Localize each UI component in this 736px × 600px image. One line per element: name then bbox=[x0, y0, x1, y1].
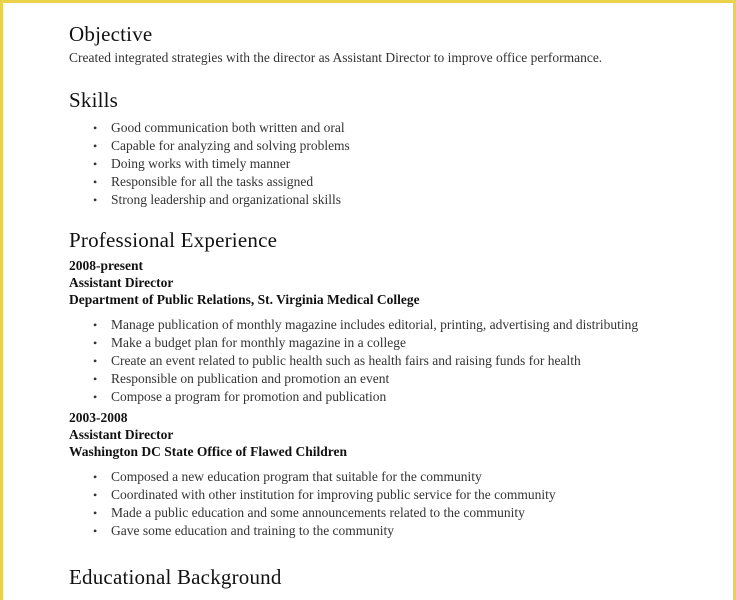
skill-item: • Capable for analyzing and solving problems bbox=[93, 138, 350, 153]
bullet-icon: • bbox=[93, 470, 98, 484]
bullet-icon: • bbox=[93, 121, 98, 135]
skills-list bbox=[69, 119, 709, 209]
experience-heading: Professional Experience bbox=[69, 228, 278, 252]
bullet-icon: • bbox=[93, 318, 98, 332]
bullet-icon: • bbox=[93, 193, 98, 207]
skills-heading: Skills bbox=[69, 88, 119, 112]
bullet-icon: • bbox=[93, 390, 98, 404]
skill-item: • Strong leadership and organizational skills bbox=[93, 192, 341, 207]
bullet-icon: • bbox=[93, 506, 98, 520]
job-entry bbox=[69, 257, 709, 406]
bullet-icon: • bbox=[93, 524, 98, 538]
job-entry bbox=[69, 409, 709, 540]
bullet-icon: • bbox=[93, 488, 98, 502]
bullet-icon: • bbox=[93, 139, 98, 153]
duty-item: • Gave some education and training to the community bbox=[93, 523, 395, 538]
duty-item: • Responsible on publication and promotion an event bbox=[93, 371, 390, 386]
bullet-icon: • bbox=[93, 354, 98, 368]
objective-text: Created integrated strategies with the director as Assistant Director to improve office performance. bbox=[69, 50, 603, 65]
duty-item: • Composed a new education program that suitable for the community bbox=[93, 469, 482, 484]
skill-item: • Good communication both written and oral bbox=[93, 120, 345, 135]
skill-item: • Responsible for all the tasks assigned bbox=[93, 174, 314, 189]
duty-item: • Coordinated with other institution for improving public service for the community bbox=[93, 487, 556, 502]
duty-item: • Create an event related to public health such as health fairs and raising funds for health bbox=[93, 353, 581, 368]
duty-item: • Manage publication of monthly magazine includes editorial, printing, advertising and distributing bbox=[93, 317, 639, 332]
objective-heading: Objective bbox=[69, 22, 153, 46]
resume-page bbox=[3, 3, 733, 600]
duty-item: • Compose a program for promotion and publication bbox=[93, 389, 387, 404]
job-duties-list bbox=[69, 468, 709, 540]
education-heading-wrap bbox=[69, 564, 709, 589]
education-heading: Educational Background bbox=[69, 565, 282, 589]
job-period: 2003-2008 bbox=[69, 410, 128, 425]
resume-content bbox=[69, 21, 709, 589]
job-organization: Washington DC State Office of Flawed Children bbox=[69, 444, 348, 459]
duty-item: • Make a budget plan for monthly magazine in a college bbox=[93, 335, 407, 350]
bullet-icon: • bbox=[93, 336, 98, 350]
job-organization: Department of Public Relations, St. Virginia Medical College bbox=[69, 292, 420, 307]
bullet-icon: • bbox=[93, 157, 98, 171]
job-title: Assistant Director bbox=[69, 275, 174, 290]
bullet-icon: • bbox=[93, 175, 98, 189]
job-duties-list bbox=[69, 316, 709, 406]
job-period: 2008-present bbox=[69, 258, 143, 273]
job-title: Assistant Director bbox=[69, 427, 174, 442]
skill-item: • Doing works with timely manner bbox=[93, 156, 291, 171]
duty-item: • Made a public education and some announcements related to the community bbox=[93, 505, 525, 520]
bullet-icon: • bbox=[93, 372, 98, 386]
